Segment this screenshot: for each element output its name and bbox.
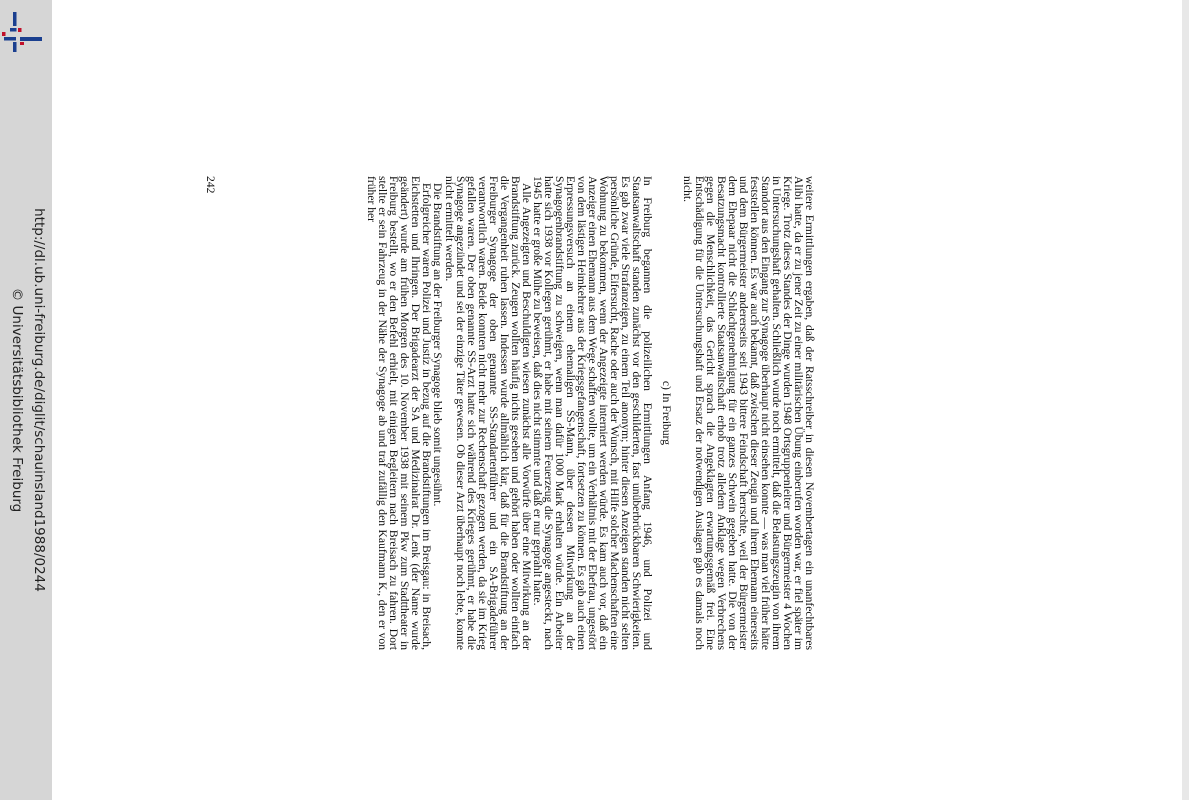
viewer-sidebar — [0, 0, 52, 800]
intro-paragraph: weitere Ermittlungen ergaben, daß der Ratsschreiber in diesen Novembertagen ein unanfechtbares Alibi hatte, da er zu jener Zeit zu einer militärischen Übung einberufen worden war, er fiel später im Kriege. Trotz dieses Standes der Dinge wurden 1948 Ortsgruppenleiter und Bürgermeister 4 Wochen in Untersuchungshaft gehalten. Schließlich wurde noch ermittelt, daß die Belastungszeugin von ihrem Standort aus den Eingang zur Synagoge überhaupt nicht einsehen konnte — was man viel früher hätte feststellen können. Es war auch bekannt, daß zwischen dieser Zeugin und ihrem Ehemann einerseits und dem Bürgermeister andererseits seit 1943 bittere Feindschaft herrschte, weil der Bürgermeister dem Ehepaar nicht die Schlachtgenehmigung für ein ganzes Schwein gegeben hatte. Die von der Besatzungsmacht kontrollierte Staatsanwaltschaft erhob trotz alledem Anklage wegen Verbrechens gegen die Menschlichkeit, das Gericht sprach die Angeklagten erwartungsgemäß frei. Eine Entschädigung für die Untersuchungshaft und Ersatz der notwendigen Auslagen gab es damals noch nicht. — [681, 176, 816, 650]
section-heading: c) In Freiburg — [660, 380, 674, 446]
body-paragraph: Alle Angezeigten und Beschuldigten wiesen zunächst alle Vorwürfe über eine Mitwirkung an der Brandstiftung zurück. Zeugen wollten häufig nichts gesehen und gehört haben oder wollten einfach die Vergangenheit ruhen lassen. Indessen wurde allmählich klar, daß für die Brandstiftung an der Freiburger Synagoge der oben genannte SS-Standartenführer und ein SA-Brigadeführer verantwortlich waren. Beide konnten nicht mehr zur Rechenschaft gezogen werden, da sie im Krieg gefallen waren. Der oben genannte SS-Arzt hatte sich während des Krieges gerühmt, er habe die Synagoge angezündet und sei der einzige Täter gewesen. Ob dieser Arzt überhaupt noch lebte, konnte nicht ermittelt werden. — [442, 176, 533, 650]
body-paragraph: Erfolgreicher waren Polizei und Justiz in bezug auf die Brandstiftungen im Breisgau: in Breisach, Eichstetten und Ihringen. Der Brigadearzt der SA und Medizinalrat Dr. Lenk (der Name wurde geändert) wurde am frühen Morgen des 10. November 1938 mit seinem Pkw zum Stadttheater in Freiburg bestellt, wo er den Befehl erhielt, mit einigen Begleitern nach Breisach zu fahren. Dort stellte er sein Fahrzeug in der Nähe der Synagoge ab und traf zufällig den Kaufmann K., den er von früher her — [365, 176, 434, 650]
page-content — [205, 176, 815, 650]
sidebar-copyright: © Universitätsbibliothek Freiburg — [9, 287, 25, 513]
page-number: 242 — [204, 176, 218, 194]
body-paragraph: Die Brandstiftung an der Freiburger Synagoge blieb somit ungesühnt. — [431, 182, 445, 507]
sidebar-url[interactable]: http://dl.ub.uni-freiburg.de/diglit/schauinsland1988/0244 — [31, 208, 47, 592]
body-paragraph: In Freiburg begannen die polizeilichen Ermittlungen Anfang 1946, und Polizei und Staatsanwaltschaft standen zunächst vor den geschilderten, fast unüberbrückbaren Schwierigkeiten. Es gab zwar viele Strafanzeigen, zu einem Teil anonym; hinter diesen Anzeigen standen nicht selten persönliche Gründe, Eifersucht, Rache oder auch der Wunsch, mit Hilfe solcher Machenschaften eine Wohnung zu bekommen, wenn der Angezeigte interniert werden würde. Es kam auch vor, daß ein Anzeiger einen Ehemann aus dem Wege schaffen wollte, um ein Verhältnis mit der Ehefrau, ungestört von dem lästigen Heimkehrer aus der Kriegsgefangenschaft, fortsetzen zu können. Es gab auch einen Erpressungsversuch an einem ehemaligen SS-Mann, über dessen Mitwirkung an der Synagogenbrandstiftung zu schweigen, wenn man dafür 1000 Mark erhalten würde. Ein Arbeiter hatte sich 1938 vor Kollegen gerühmt, er habe mit seinem Feuerzeug die Synagoge angesteckt, nach 1945 hatte er große Mühe zu beweisen, daß dies nicht stimmte und daß er nur geprahlt hatte. — [530, 176, 655, 650]
viewer-scroll-edge — [1182, 0, 1189, 800]
